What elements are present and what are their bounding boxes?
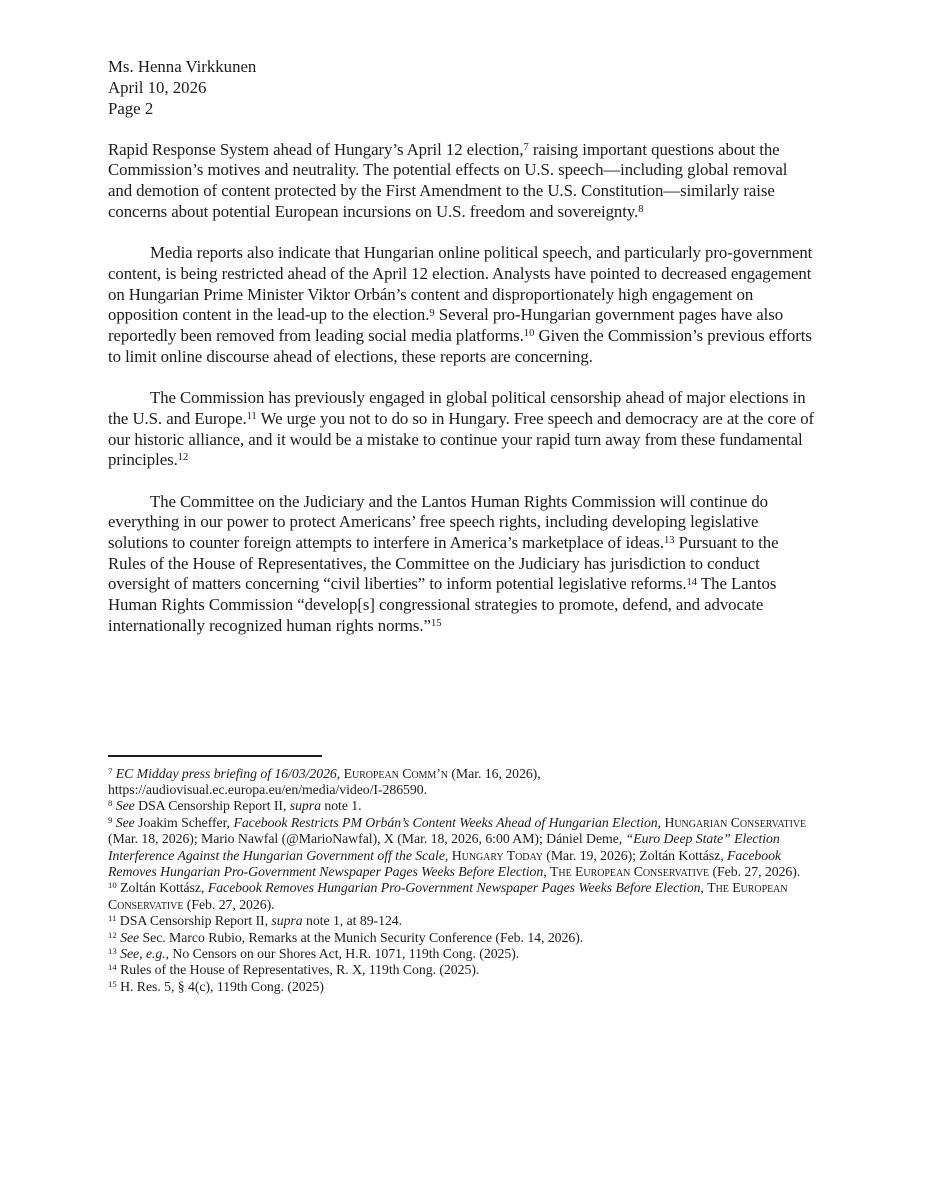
text-run: The European Conservative bbox=[550, 863, 710, 879]
text-run: EC Midday press briefing of 16/03/2026, bbox=[115, 765, 341, 781]
text-run: European Comm’n bbox=[343, 765, 448, 781]
footnote-item bbox=[108, 962, 815, 978]
body-paragraph bbox=[108, 492, 815, 637]
text-run: supra bbox=[271, 913, 303, 929]
text-run: (Mar. 16, 2026), https://audiovisual.ec.europa.eu/en/media/video/I-286590. bbox=[108, 765, 541, 797]
body-paragraph bbox=[108, 140, 815, 223]
text-run: Sec. Marco Rubio, Remarks at the Munich Security Conference (Feb. 14, 2026). bbox=[139, 929, 584, 945]
footnote-number: 12 bbox=[108, 929, 117, 940]
text-run: See bbox=[115, 814, 135, 830]
text-run: Facebook Restricts PM Orbán’s Content Weeks Ahead of Hungarian Election bbox=[233, 814, 658, 830]
text-run: (Mar. 18, 2026); Mario Nawfal (@MarioNawfal), X (Mar. 18, 2026, 6:00 AM); Dániel Deme, bbox=[108, 831, 626, 847]
footnote-item bbox=[108, 880, 815, 913]
footnote-ref: 10 bbox=[523, 328, 535, 340]
text-run: Hungary Today bbox=[451, 847, 543, 863]
footnote-number: 14 bbox=[108, 962, 117, 973]
footnote-number: 10 bbox=[108, 880, 117, 891]
recipient-name: Ms. Henna Virkkunen bbox=[108, 57, 257, 76]
text-run: Zoltán Kottász, bbox=[120, 880, 208, 896]
text-run: DSA Censorship Report II, bbox=[134, 798, 290, 814]
text-run: Hungarian Conservative bbox=[664, 814, 807, 830]
footnote-ref: 12 bbox=[177, 452, 189, 464]
footnote-ref: 8 bbox=[638, 204, 644, 216]
footnote-ref: 14 bbox=[686, 576, 698, 588]
text-run: “Euro Deep State” Election Interference Against the Hungarian Government off the Scale, bbox=[108, 831, 780, 863]
text-run: Rules of the House of Representatives, R. X, 119th Cong. (2025). bbox=[120, 962, 480, 978]
text-run: Rapid Response System ahead of Hungary’s April 12 election, bbox=[108, 139, 524, 159]
footnote-number: 7 bbox=[108, 765, 113, 776]
text-run: Facebook Removes Hungarian Pro-Government Newspaper Pages Weeks Before Election bbox=[108, 847, 782, 879]
footnote-separator bbox=[108, 755, 322, 757]
footnotes-section bbox=[108, 766, 815, 996]
footnote-ref: 7 bbox=[523, 141, 529, 153]
body-paragraph bbox=[108, 243, 815, 367]
text-run: Joakim Scheffer, bbox=[134, 814, 234, 830]
text-run: DSA Censorship Report II, bbox=[119, 913, 272, 929]
footnote-ref: 13 bbox=[663, 535, 675, 547]
text-run: raising important questions about the Commission’s motives and neutrality. The potential effects on U.S. speech—including global removal and demotion of content protected by the First Amendment to the U.S. Constitution—similarly raise concerns about potential European incursions on U.S. freedom and sovereignty. bbox=[108, 139, 788, 221]
footnote-item bbox=[108, 815, 815, 881]
footnote-ref: 15 bbox=[430, 618, 442, 630]
text-run: (Feb. 27, 2026). bbox=[709, 863, 801, 879]
footnote-item bbox=[108, 913, 815, 929]
text-run: , bbox=[657, 814, 665, 830]
footnote-number: 8 bbox=[108, 798, 113, 809]
text-run: The Commission has previously engaged in global political censorship ahead of major elections in the U.S. and Europe. bbox=[108, 388, 806, 428]
footnote-number: 9 bbox=[108, 814, 113, 825]
text-run: Given the Commission’s previous efforts to limit online discourse ahead of elections, these reports are concerning. bbox=[108, 326, 812, 366]
blank-space bbox=[108, 637, 815, 755]
text-run: note 1. bbox=[320, 798, 362, 814]
page-number: Page 2 bbox=[108, 99, 154, 118]
body-paragraph bbox=[108, 388, 815, 471]
text-run: supra bbox=[289, 798, 321, 814]
text-run: , bbox=[700, 880, 708, 896]
footnote-ref: 11 bbox=[246, 411, 257, 423]
text-run: Facebook Removes Hungarian Pro-Government Newspaper Pages Weeks Before Election bbox=[207, 880, 701, 896]
text-run: H. Res. 5, § 4(c), 119th Cong. (2025) bbox=[120, 978, 324, 994]
footnote-number: 11 bbox=[108, 913, 117, 924]
footnote-ref: 9 bbox=[429, 307, 435, 319]
text-run: Media reports also indicate that Hungarian online political speech, and particularly pro-government content, is being restricted ahead of the April 12 election. Analysts have pointed to decreased engagement on Hungarian Prime Minister Viktor Orbán’s content and disproportionately high engagement on opposition content in the lead-up to the election. bbox=[108, 243, 813, 325]
text-run: See bbox=[115, 798, 135, 814]
text-run: , bbox=[543, 863, 551, 879]
text-run: note 1, at 89-124. bbox=[302, 913, 403, 929]
footnote-item bbox=[108, 766, 815, 799]
text-run: (Feb. 27, 2026). bbox=[183, 896, 275, 912]
footnote-item bbox=[108, 979, 815, 995]
text-run: Pursuant to the Rules of the House of Representatives, the Committee on the Judiciary has jurisdiction to conduct oversight of matters concerning “civil liberties” to inform potential legislative reforms. bbox=[108, 533, 779, 594]
letter-date: April 10, 2026 bbox=[108, 78, 207, 97]
text-run: The European Conservative bbox=[108, 880, 788, 912]
text-run: See bbox=[120, 929, 140, 945]
text-run: (Mar. 19, 2026); Zoltán Kottász, bbox=[542, 847, 728, 863]
footnote-item bbox=[108, 930, 815, 946]
footnote-item bbox=[108, 798, 815, 814]
letter-header bbox=[108, 56, 815, 119]
text-run: The Committee on the Judiciary and the Lantos Human Rights Commission will continue do everything in our power to protect Americans’ free speech rights, including developing legislative solutions to counter foreign attempts to interfere in America’s marketplace of ideas. bbox=[108, 491, 768, 552]
footnote-number: 15 bbox=[108, 978, 117, 989]
footnote-item bbox=[108, 946, 815, 962]
text-run: See, e.g., bbox=[120, 945, 170, 961]
text-run: No Censors on our Shores Act, H.R. 1071, 119th Cong. (2025). bbox=[169, 945, 520, 961]
text-run: We urge you not to do so in Hungary. Free speech and democracy are at the core of our historic alliance, and it would be a mistake to continue your rapid turn away from these fundamental principles. bbox=[108, 408, 815, 470]
text-run: Several pro-Hungarian government pages have also reportedly been removed from leading social media platforms. bbox=[108, 305, 784, 345]
footnote-number: 13 bbox=[108, 946, 117, 957]
letter-body bbox=[108, 140, 815, 637]
text-run: The Lantos Human Rights Commission “develop[s] congressional strategies to promote, defend, and advocate internationally recognized human rights norms.” bbox=[108, 574, 777, 635]
